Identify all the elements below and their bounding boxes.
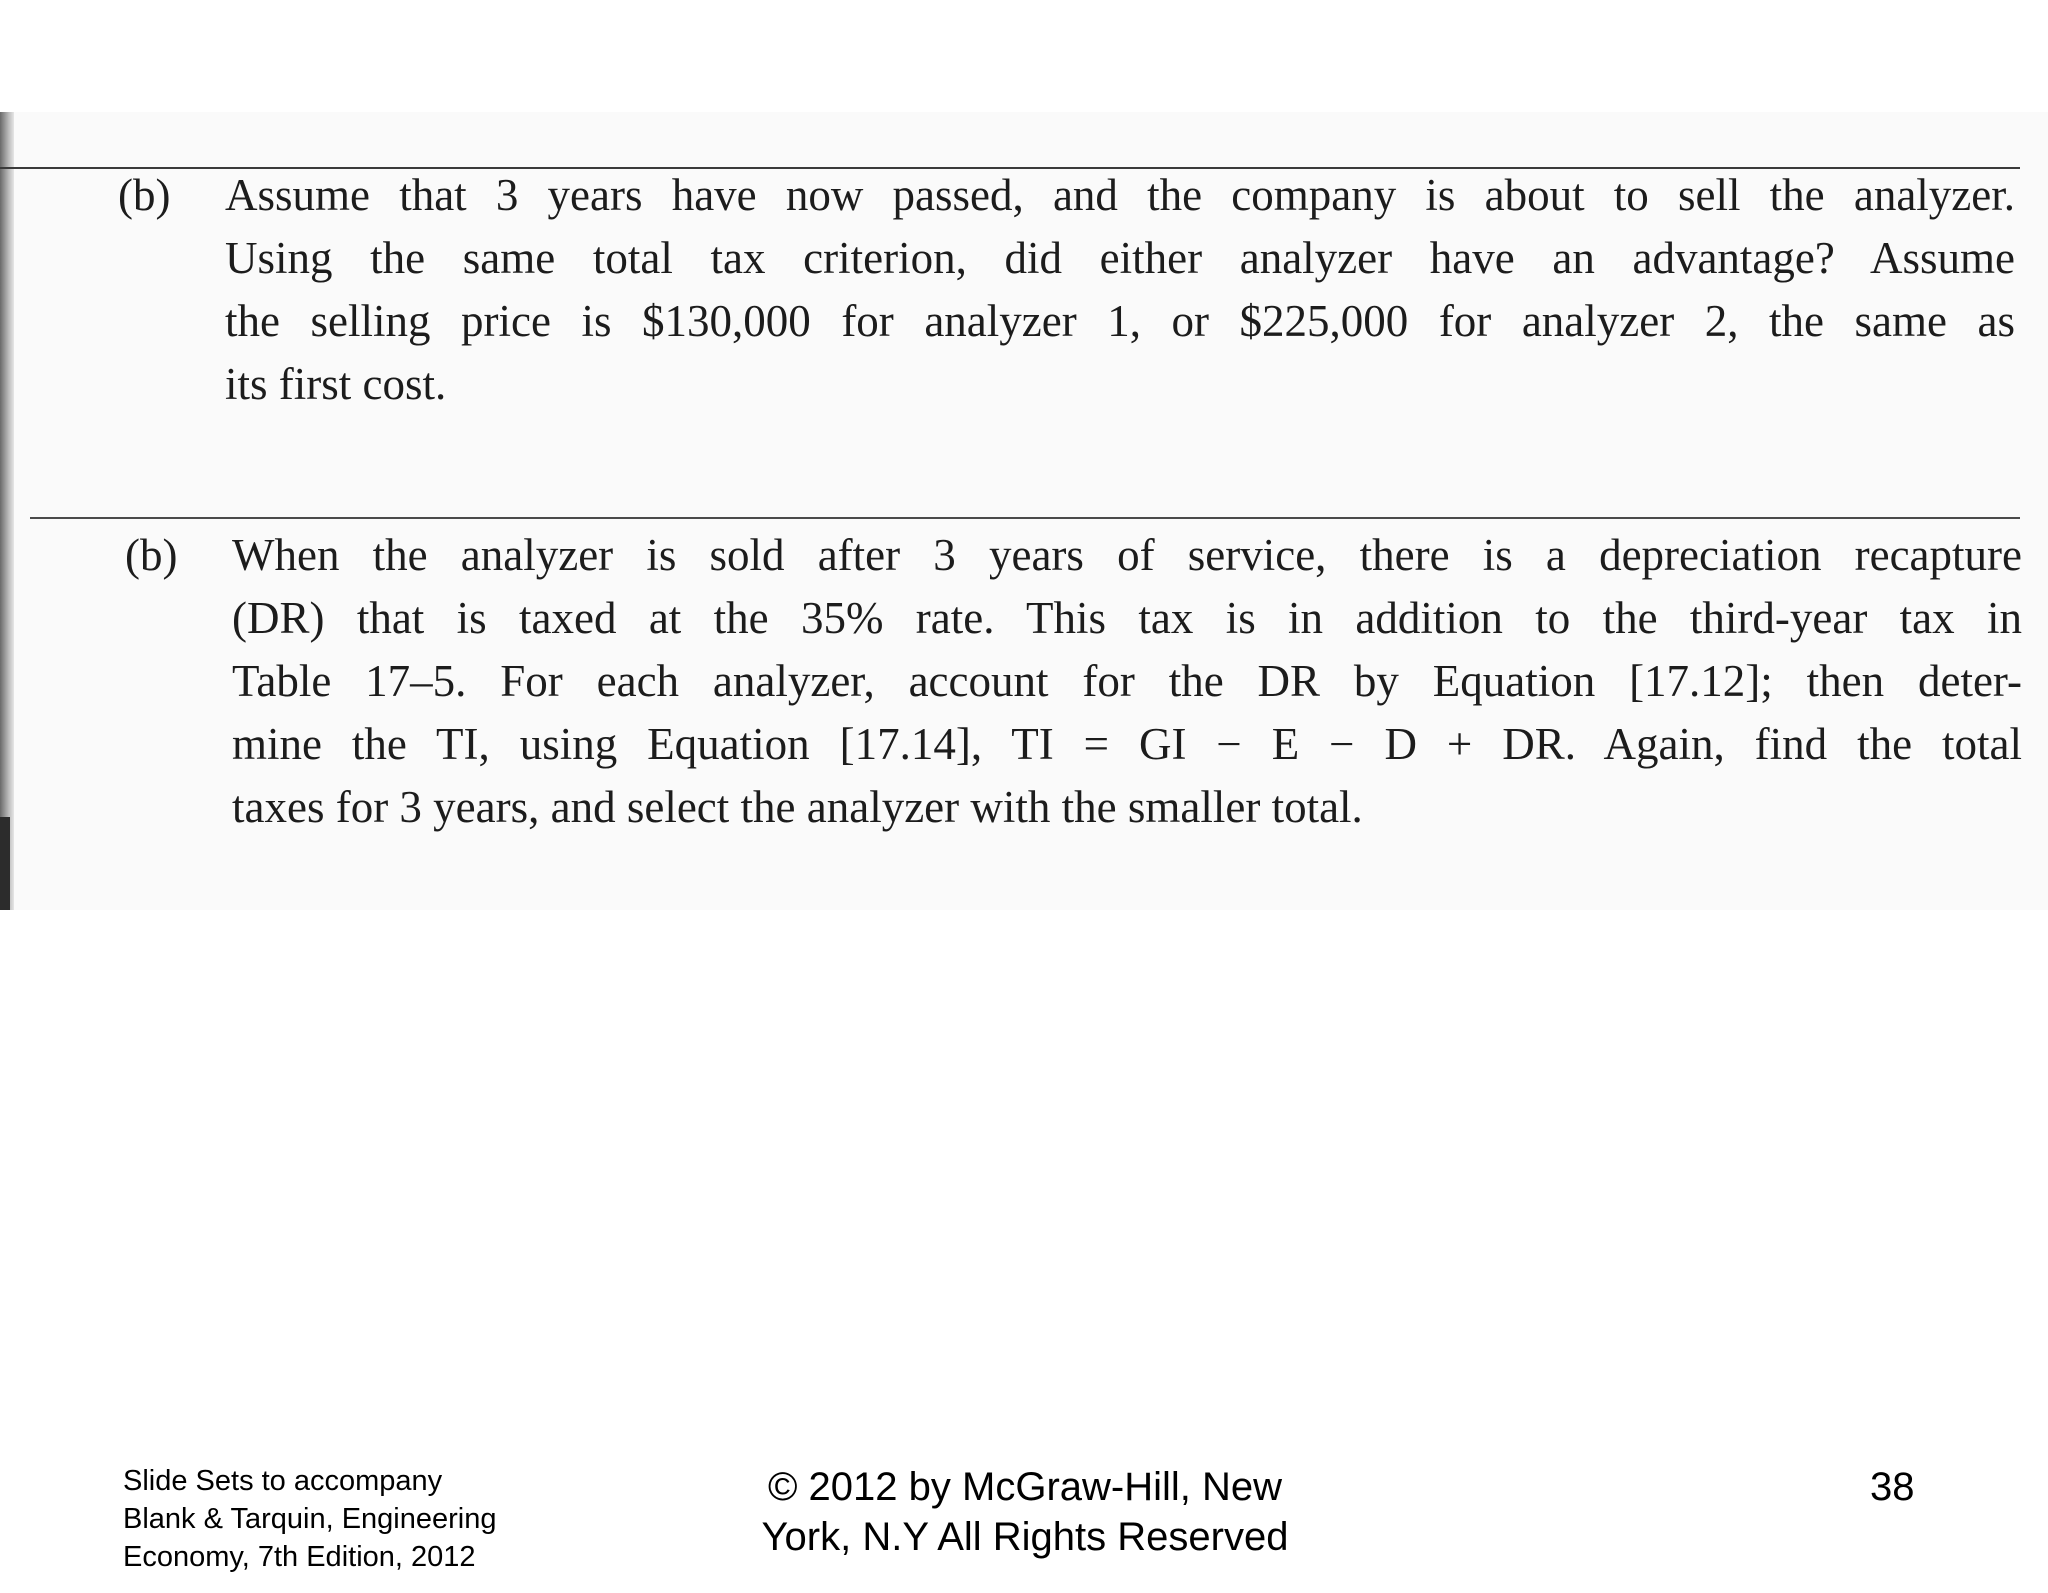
footer-source-line: Blank & Tarquin, Engineering (123, 1503, 497, 1535)
solution-line: (DR) that is taxed at the 35% rate. This tax is in addition to the third-year tax in (232, 593, 2022, 643)
solution-line: Table 17–5. For each analyzer, account for the DR by Equation [17.12]; then deter- (232, 656, 2022, 706)
footer-source-line: Slide Sets to accompany (123, 1465, 443, 1497)
footer-copyright-line: York, N.Y All Rights Reserved (761, 1515, 1289, 1559)
footer-source-note (123, 1462, 497, 1576)
question-line: Using the same total tax criterion, did either analyzer have an advantage? Assume (225, 233, 2015, 283)
problem-b-question-label: (b) (118, 170, 171, 220)
question-line: the selling price is $130,000 for analyzer 1, or $225,000 for analyzer 2, the same as (225, 296, 2015, 346)
problem-b-question-text (225, 164, 2015, 416)
question-line: its first cost. (225, 359, 447, 409)
problem-b-solution-label: (b) (125, 530, 178, 580)
scanned-textbook-excerpt (0, 112, 2048, 910)
footer-copyright-line: © 2012 by McGraw-Hill, New (767, 1465, 1283, 1509)
solution-line: mine the TI, using Equation [17.14], TI = GI − E − D + DR. Again, find the total (232, 719, 2022, 769)
scan-binding-dark-edge (0, 817, 10, 910)
footer-copyright (740, 1462, 1310, 1562)
solution-line: When the analyzer is sold after 3 years of service, there is a depreciation recapture (232, 530, 2022, 580)
solution-line: taxes for 3 years, and select the analyzer with the smaller total. (232, 782, 1363, 832)
scan-binding-shadow (0, 112, 14, 910)
footer-source-line: Economy, 7th Edition, 2012 (123, 1541, 476, 1573)
middle-rule (30, 517, 2020, 519)
question-line: Assume that 3 years have now passed, and the company is about to sell the analyzer. (225, 170, 2015, 220)
slide-page-number: 38 (1870, 1465, 1915, 1509)
problem-b-solution-text (232, 524, 2022, 839)
